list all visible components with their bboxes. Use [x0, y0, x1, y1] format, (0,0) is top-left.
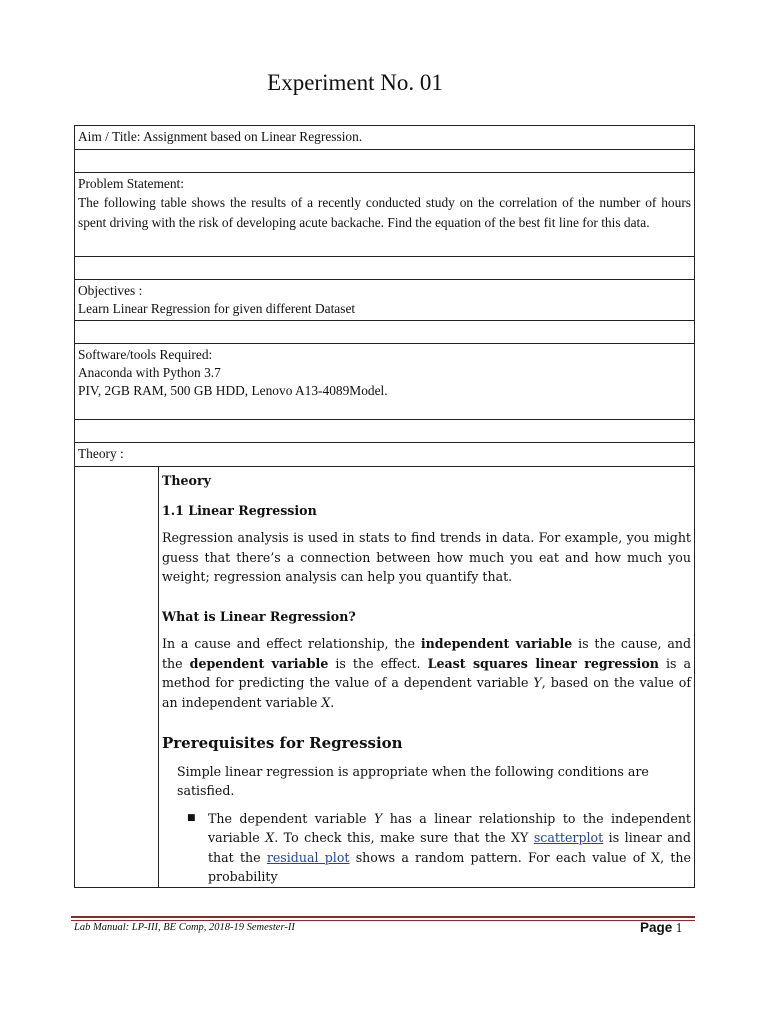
what-heading: What is Linear Regression? — [162, 608, 356, 624]
software-line: Anaconda with Python 3.7 — [78, 365, 221, 380]
conditions-list — [162, 809, 691, 887]
theory-left-column — [75, 467, 159, 887]
objectives-label: Objectives : — [78, 283, 143, 298]
footer-divider — [71, 916, 695, 918]
section-heading: 1.1 Linear Regression — [162, 502, 317, 518]
aim-cell: Aim / Title: Assignment based on Linear Regression. — [75, 126, 695, 150]
objectives-text: Learn Linear Regression for given different Dataset — [78, 301, 356, 316]
problem-label: Problem Statement: — [78, 176, 184, 191]
simple-regression-text: Simple linear regression is appropriate when the following conditions are satisfied. — [177, 763, 649, 798]
spacer-row — [75, 420, 695, 443]
problem-cell — [75, 173, 695, 257]
page-number: Page 1 — [640, 920, 683, 935]
spacer-row — [75, 257, 695, 280]
theory-label: Theory : — [75, 443, 695, 467]
list-item: ■ The dependent variable Y has a linear relationship to the independent variable X. To check this, make sure that the XY scatterplot is linear and that the residual plot shows a random pattern. For each value of X, the probability — [187, 810, 691, 884]
problem-text: The following table shows the results of a recently conducted study on the correlation of the number of hours spent driving with the risk of developing acute backache. Find the equation of the best fit line for this data. — [78, 195, 691, 230]
cause-effect-paragraph: In a cause and effect relationship, the independent variable is the cause, and the dependent variable is the effect. Least squares linear regression is a method for predicting the value of a dependent variable Y, based on the value of an independent variable X. — [162, 636, 692, 710]
scatterplot-link[interactable]: scatterplot — [533, 830, 604, 845]
footer-text: Lab Manual: LP-III, BE Comp, 2018-19 Semester-II — [74, 922, 295, 933]
page-title: Experiment No. 01 — [267, 70, 443, 95]
software-line: PIV, 2GB RAM, 500 GB HDD, Lenovo A13-4089Model. — [78, 383, 388, 398]
theory-cell — [75, 467, 695, 888]
theory-heading: Theory — [162, 473, 211, 488]
footer-divider — [71, 920, 695, 921]
objectives-cell — [75, 280, 695, 321]
regression-paragraph: Regression analysis is used in stats to find trends in data. For example, you might guess that there’s a connection between how much you eat and how much you weight; regression analysis can help you quantify that. — [162, 530, 691, 584]
square-bullet-icon: ■ — [187, 812, 196, 823]
theory-content — [159, 467, 694, 887]
software-label: Software/tools Required: — [78, 347, 213, 362]
software-cell — [75, 344, 695, 420]
experiment-table — [74, 125, 695, 888]
spacer-row — [75, 150, 695, 173]
residual-plot-link[interactable]: residual plot — [266, 849, 350, 865]
prerequisites-heading: Prerequisites for Regression — [162, 734, 403, 752]
spacer-row — [75, 321, 695, 344]
